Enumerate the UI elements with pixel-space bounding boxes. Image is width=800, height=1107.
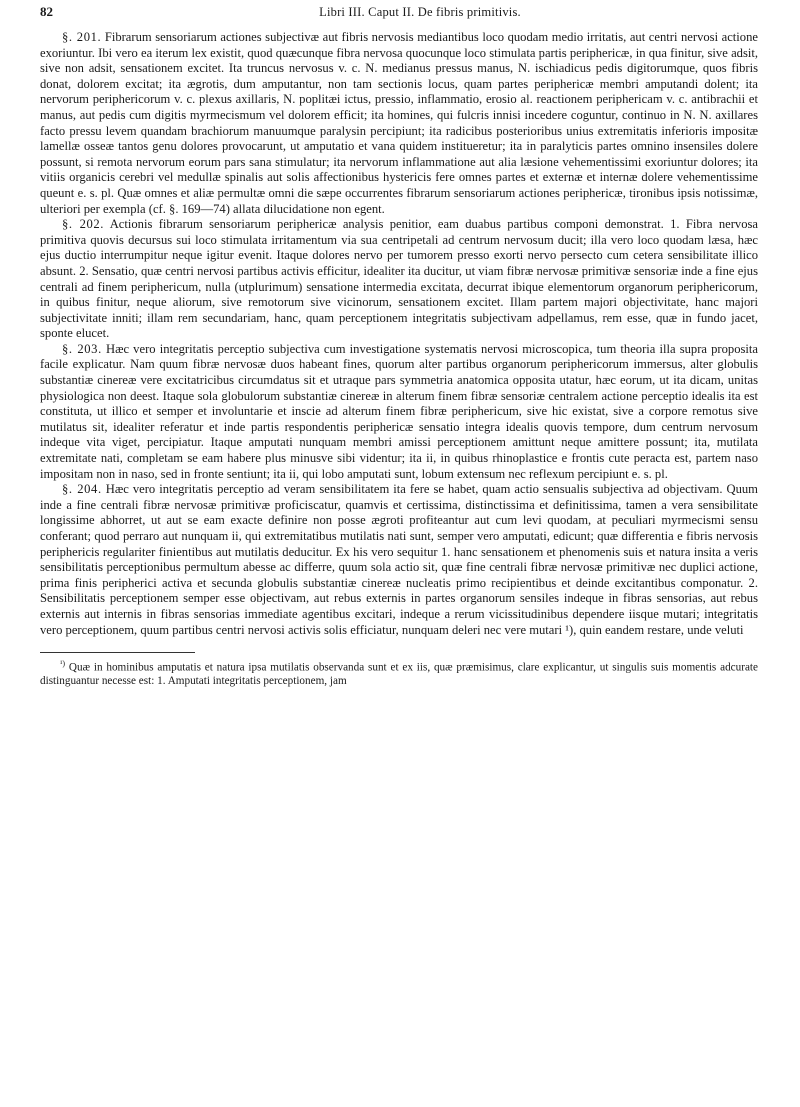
footnote xyxy=(40,657,758,689)
footnote-text: Quæ in hominibus amputatis et natura ipsa mutilatis observanda sunt et ex iis, quæ præmisimus, clare explicantur, ut singulis suis momentis adcurate distinguantur necesse est: 1. Amputati integritatis perceptionem, jam xyxy=(40,661,758,688)
paragraph-201 xyxy=(40,30,758,217)
section-number: §. 203. xyxy=(62,341,102,356)
paragraph-text: Hæc vero integritatis perceptio ad veram sensibilitatem ita fere se habet, quam actio sensualis subjectiva ad objectivam. Quum inde a fine centrali fibræ nervosæ primitivæ proficiscatur, quamvis et certissima, distinctissima et definitissima, tamen a vera sensibilitate longissime abhorret, ut aut se eam exacte definire non posse ægroti profiteantur aut cum levi quodam, at peculiari myrmecismi sensu conferant; quod perraro aut nunquam ii, qui extremitatibus mutilatis nati sunt, semper vero amputati, edicunt; quæ differentia e fibris nervosis periphericis regulariter finientibus aut mutilatis deducitur. Ex his vero sequitur 1. hanc sensationem et phenomenis suis et natura insita a veris sensibilitatis perceptionibus permultum abesse ac differre, quum sola actio sit, quæ fine centrali fibræ nervosæ primitivæ nec duplici actione, prima finis peripherici activa et secunda globulis substantiæ cinereæ nucleatis primo recipientibus et deinde excitantibus componatur. 2. Sensibilitatis perceptionem semper esse objectivam, aut rebus externis in partes organorum sensiles indeque in fibras sensorias, aut rebus externis aut internis in fibras sensorias immediate agentibus excitari, indeque a rerum vicissitudinibus dependere iisque mutari; integritatis vero perceptionem, quum partibus centri nervosi activis solis efficiatur, nunquam deleri nec vere mutari ¹), quin eandem restare, unde veluti xyxy=(40,482,758,637)
paragraph-203 xyxy=(40,342,758,482)
footnote-mark: ¹) xyxy=(60,659,66,669)
section-number: §. 201. xyxy=(62,30,102,44)
section-number: §. 202. xyxy=(62,217,105,232)
footnote-divider xyxy=(40,652,195,653)
page-number: 82 xyxy=(40,4,53,19)
paragraph-202 xyxy=(40,217,758,342)
paragraph-text: Hæc vero integritatis perceptio subjectiva cum investigatione systematis nervosi microscopica, tum theoria illa supra proposita facile explicatur. Nam quum fibræ nervosæ duos habeant fines, quorum alter partibus organorum periphericorum immersus, alter globulis substantiæ cinereæ vere excitatricibus circumdatus sit et utraque pars symmetria anatomica opposita utatur, hæc eorum, ut ita dicam, unitas physiologica non deest. Itaque sola globulorum substantiæ cinereæ in alterum finem fibræ sensoriæ centralem actione perceptio idealis ita est constituta, ut illico et semper et involuntarie et inscie ad alterum finem fibræ periphericum, sive hic existat, sive a corpore remotus sive mutilatus sit, idealiter referatur et inde partis respondentis periphericæ sensatio integra idealis quovis tempore, dum centrum nervosum indeque vita viget, percipiatur. Itaque amputati nunquam membri amissi perceptionem amittunt neque amittere possunt; ita, mutilata extremitate nati, completam se eam habere plus minusve sibi videntur; ita ii, in quibus rhinoplastice e frontis cute peracta est, partem naso impositam non in naso, sed in fronte sentiunt; ita ii, qui lobo amputati sunt, lobum extensum nec reflexum percipiunt e. s. pl. xyxy=(40,341,758,481)
running-header xyxy=(40,4,758,26)
paragraph-text: Fibrarum sensoriarum actiones subjectivæ aut fibris nervosis mediantibus loco quodam medio irritatis, aut centri nervosi actione exoriuntur. Ibi vero ea iterum lex existit, quod quæcunque fibra nervosa quocunque loco stimulata partis periphericæ, in qua finitur, sive adsit, sive non adsit, sensationem excitet. Ita truncus nervosus v. c. N. medianus pressus manus, N. ischiadicus pedis digitorumque, quos fibris donat, dolorem excitat; ita ægrotis, dum amputantur, non tam sectionis locus, quam partes periphericæ membri amputandi dolent; ita nervorum periphericorum v. c. plexus axillaris, N. poplitæi ictus, pressio, inflammatio, erosio al. reactionem periphericam v. c. antibrachii et manus, aut pedis cum digitis myrmecismum vel dolorem efficit; ita homines, qui fulcris innisi incedere coguntur, continuo in N. N. axillares facto pressu levem quandam brachiorum manuumque paralysin percipiunt; ita radicibus posterioribus unius extremitatis inferioris impositæ lamellæ osseæ tantos genu dolores provocarunt, ut amputatio et vana quidem institueretur; ita in paralyticis partes omnino insensiles dolere possunt, si remota nervorum eorum pars sana stimulatur; ita nervorum inflammatione aut alia læsione vehementissimi exoriuntur dolores; ita vitiis organicis cerebri vel medullæ spinalis aut solis affectionibus hystericis fere omnes partes et externæ et internæ dolere vehementissime queunt e. s. pl. Quæ omnes et aliæ permultæ omni die sæpe occurrentes fibrarum sensoriarum actiones periphericæ, tironibus ipsis notissimæ, ulteriori per exempla (cf. §. 169—74) allata dilucidatione non egent. xyxy=(40,30,758,216)
paragraph-text: Actionis fibrarum sensoriarum periphericæ analysis penitior, eam duabus partibus componi demonstrat. 1. Fibra nervosa primitiva quovis decursus sui loco stimulata irritamentum via sua centripetali ad centrum nervosum ducit; illa vero loco quodam læsa, hæc ejus ductio interrumpitur neque igitur evenit. Itaque dolores nervo per tumorem presso exorti nervo persecto cum cetera sensibilitate illico absunt. 2. Sensatio, quæ centri nervosi partibus activis efficitur, idealiter ita ducitur, ut viam fibræ nervosæ primitivæ sensoriæ inde a fine ejus centrali ad finem periphericum, nulla (utplurimum) sensatione intermedia excitata, decurrat ibique elementorum organorum periphericorum, in quibus finitur, neque aliorum, sive remotorum sive vicinorum, sensationem excitet. Illam partem majori objectivitate, hanc majori subjectivitate inniti; illam rem secundariam, hanc, quam perceptionem integritatis subjectivam adpellamus, rem esse, quæ in fundo jacet, sponte elucet. xyxy=(40,217,758,341)
paragraph-204 xyxy=(40,482,758,638)
main-text xyxy=(40,30,758,638)
section-number: §. 204. xyxy=(62,482,102,497)
running-title: Libri III. Caput II. De fibris primitivis. xyxy=(319,5,521,19)
